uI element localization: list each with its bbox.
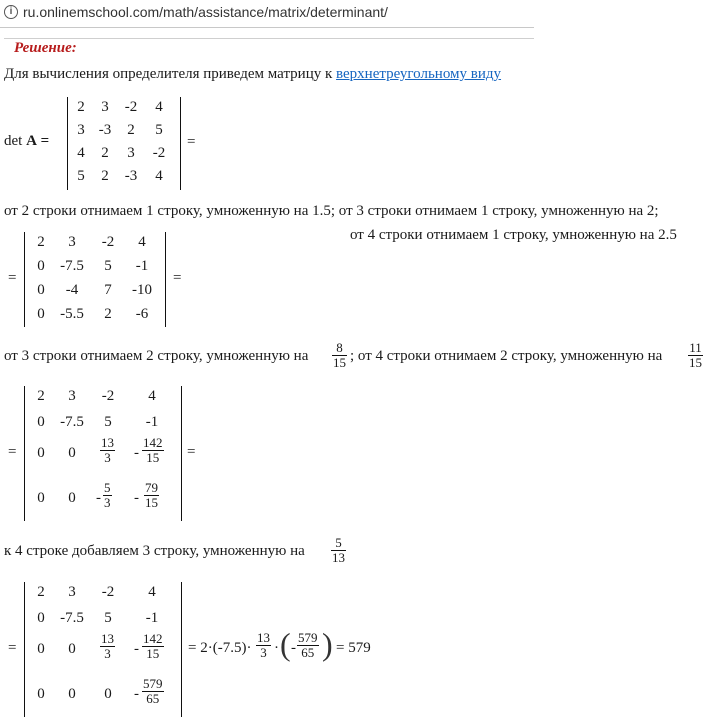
fraction-13-3: $\frac{13}{3}$ — [101, 435, 114, 465]
matrix-cell: 4 — [155, 99, 163, 115]
info-icon[interactable]: i — [4, 5, 18, 19]
matrix-cell: 2 — [37, 584, 45, 600]
matrix-cell: -7.5 — [60, 610, 84, 626]
step2-text: от 3 строки отнимаем 2 строку, умноженную на — [4, 348, 309, 364]
matrix-cell: -2 — [124, 99, 138, 115]
solution-heading: Решение: — [14, 40, 77, 56]
matrix-cell: -10 — [132, 282, 152, 298]
fraction-13-3: $\frac{13}{3}$ — [257, 630, 270, 660]
equals-sign: = — [8, 444, 17, 460]
fraction-13-3: $\frac{13}{3}$ — [101, 631, 114, 661]
equals-sign: = — [8, 640, 17, 656]
matrix-cell: 2 — [77, 99, 85, 115]
divider — [4, 38, 534, 39]
matrix-step1 — [24, 232, 166, 327]
matrix-cell: 0 — [68, 686, 76, 702]
fraction-579-65: $\frac{579}{65}$ — [298, 630, 318, 660]
det-bar-right — [181, 386, 182, 521]
equals-sign: = — [187, 134, 196, 150]
matrix-cell: 4 — [77, 145, 85, 161]
matrix-cell: 0 — [68, 490, 76, 506]
matrix-cell: 0 — [37, 282, 45, 298]
matrix-cell: 2 — [127, 122, 135, 138]
matrix-cell: 0 — [37, 686, 45, 702]
matrix-cell: -2 — [101, 234, 115, 250]
intro-text: Для вычисления определителя приведем матрицу к верхнетреугольному виду — [4, 66, 502, 82]
matrix-cell: 3 — [68, 388, 76, 404]
fraction-5-3: $\frac{5}{3}$ — [104, 480, 111, 510]
matrix-cell: 5 — [104, 258, 112, 274]
equals-sign: = — [8, 270, 17, 286]
matrix-step3 — [24, 582, 182, 717]
det-bar-right — [181, 582, 182, 717]
minus-sign: - — [134, 686, 139, 702]
matrix-cell: 2 — [37, 234, 45, 250]
matrix-cell: 0 — [104, 686, 112, 702]
matrix-cell: 2 — [37, 388, 45, 404]
matrix-cell: -1 — [135, 258, 149, 274]
matrix-cell: -5.5 — [60, 306, 84, 322]
matrix-cell: 0 — [37, 258, 45, 274]
triangular-form-link[interactable]: верхнетреугольному виду — [336, 66, 502, 82]
matrix-cell: 0 — [68, 445, 76, 461]
matrix-cell: 0 — [37, 445, 45, 461]
matrix-cell: 3 — [101, 99, 109, 115]
minus-sign: - — [96, 490, 101, 506]
matrix-cell: 7 — [104, 282, 112, 298]
matrix-cell: -4 — [65, 282, 79, 298]
matrix-cell: 5 — [155, 122, 163, 138]
matrix-cell: 0 — [37, 641, 45, 657]
final-result: = 579 — [336, 640, 371, 656]
matrix-cell: -7.5 — [60, 258, 84, 274]
matrix-cell: -3 — [124, 168, 138, 184]
matrix-cell: 0 — [37, 306, 45, 322]
fraction-142-15: $\frac{142}{15}$ — [143, 435, 163, 465]
matrix-cell: -2 — [152, 145, 166, 161]
fraction-79-15: $\frac{79}{15}$ — [145, 480, 158, 510]
det-bar-left — [24, 386, 25, 521]
step2-text-cont: ; от 4 строки отнимаем 2 строку, умноженную на — [350, 348, 663, 364]
matrix-cell: 4 — [138, 234, 146, 250]
matrix-cell: 5 — [104, 610, 112, 626]
matrix-cell: -1 — [145, 414, 159, 430]
det-bar-left — [24, 582, 25, 717]
matrix-cell: 0 — [68, 641, 76, 657]
det-label: det A = — [4, 133, 50, 149]
matrix-cell: 4 — [148, 388, 156, 404]
fraction-5-13: $\frac{5}{13}$ — [332, 535, 345, 565]
step1-text: от 2 строки отнимаем 1 строку, умноженную на 1.5; от 3 строки отнимаем 1 строку, умноженную на 2; — [4, 203, 659, 219]
matrix-cell: 4 — [148, 584, 156, 600]
minus-sign: - — [134, 641, 139, 657]
matrix-cell: 0 — [37, 610, 45, 626]
det-bar-right — [180, 97, 181, 190]
fraction-142-15: $\frac{142}{15}$ — [143, 631, 163, 661]
matrix-cell: 3 — [68, 234, 76, 250]
matrix-cell: 5 — [77, 168, 85, 184]
matrix-cell: 2 — [101, 168, 109, 184]
matrix-cell: 2 — [101, 145, 109, 161]
matrix-cell: -2 — [101, 584, 115, 600]
fraction-11-15: $\frac{11}{15}$ — [689, 340, 702, 370]
det-bar-left — [24, 232, 25, 327]
matrix-cell: -6 — [135, 306, 149, 322]
fraction-8-15: $\frac{8}{15}$ — [333, 340, 346, 370]
matrix-cell: 0 — [37, 414, 45, 430]
matrix-cell: 4 — [155, 168, 163, 184]
minus-sign: - — [291, 640, 296, 656]
dot: · — [274, 640, 279, 656]
matrix-original — [67, 97, 181, 190]
matrix-cell: 0 — [37, 490, 45, 506]
matrix-cell: -3 — [98, 122, 112, 138]
paren-open: ( — [280, 626, 291, 662]
minus-sign: - — [134, 445, 139, 461]
minus-sign: - — [134, 490, 139, 506]
matrix-cell: -7.5 — [60, 414, 84, 430]
matrix-cell: 3 — [127, 145, 135, 161]
equals-sign: = — [187, 444, 196, 460]
paren-close: ) — [322, 626, 333, 662]
equals-sign: = — [173, 270, 182, 286]
matrix-cell: 3 — [77, 122, 85, 138]
matrix-cell: 2 — [104, 306, 112, 322]
matrix-cell: 3 — [68, 584, 76, 600]
matrix-cell: -1 — [145, 610, 159, 626]
step3-text: к 4 строке добавляем 3 строку, умноженную на — [4, 543, 305, 559]
final-prefix: = 2·(-7.5)· — [188, 640, 252, 656]
matrix-cell: 5 — [104, 414, 112, 430]
url-text[interactable]: ru.onlinemschool.com/math/assistance/matrix/determinant/ — [23, 4, 388, 20]
det-bar-right — [165, 232, 166, 327]
fraction-579-65: $\frac{579}{65}$ — [143, 676, 163, 706]
matrix-step2 — [24, 386, 182, 521]
step1-text-cont: от 4 строки отнимаем 1 строку, умноженную на 2.5 — [350, 227, 677, 243]
matrix-cell: -2 — [101, 388, 115, 404]
